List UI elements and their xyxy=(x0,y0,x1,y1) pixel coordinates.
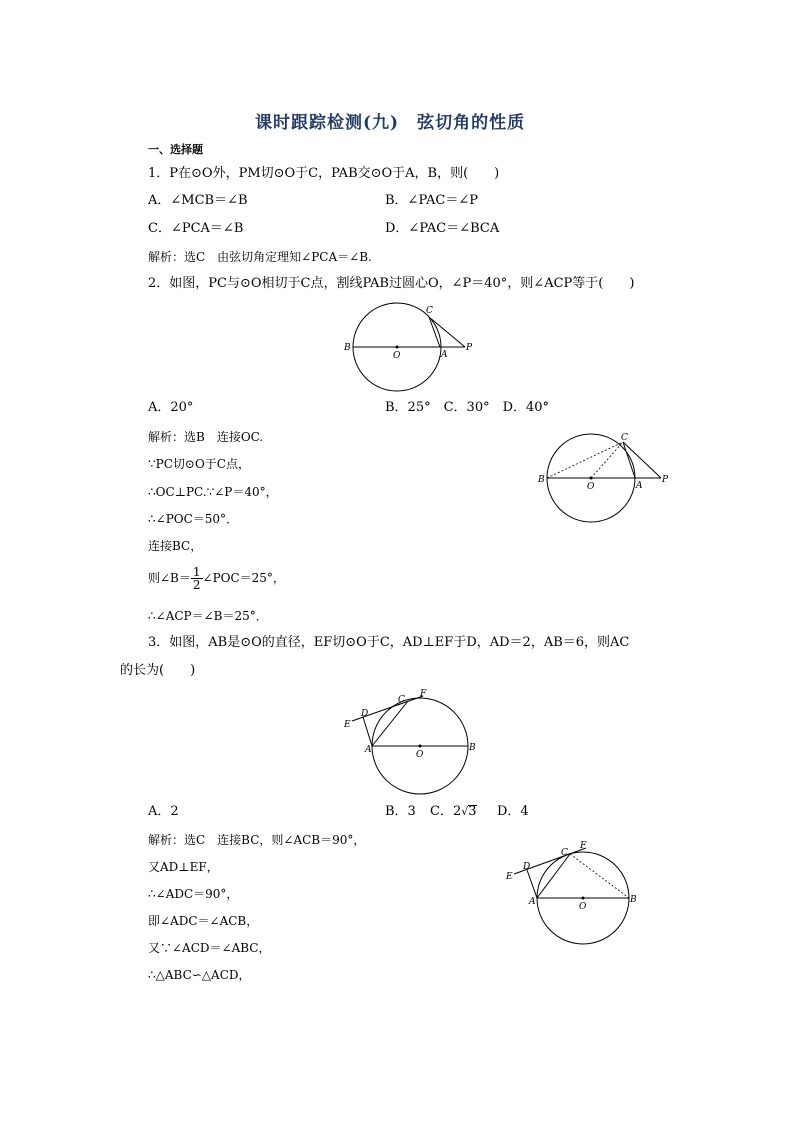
q2s-label-c: C xyxy=(621,433,628,443)
q2-label-a: A xyxy=(441,350,448,360)
q2-solution-2: ∵PC切⊙O于C点， xyxy=(148,457,250,471)
q3-solution-5: 又∵∠ACD＝∠ABC， xyxy=(148,941,271,955)
q2-solution-4: ∴∠POC＝50°． xyxy=(148,512,239,526)
q3-label-o: O xyxy=(416,750,424,760)
q2-solution-6-pre: 则∠B＝ xyxy=(148,571,191,585)
q3-option-a: A．2 xyxy=(148,804,179,819)
q2-solution-figure xyxy=(535,430,675,525)
q3s-label-b: B xyxy=(630,895,637,905)
q3-solution-1: 解析：选C 连接BC，则∠ACB＝90°， xyxy=(148,833,366,847)
q2s-label-o: O xyxy=(587,482,595,492)
q3-option-c-radicand: 3 xyxy=(468,804,477,819)
section-heading: 一、选择题 xyxy=(148,143,203,156)
q3-stem-line2: 的长为( ) xyxy=(120,663,196,678)
q2-option-a: A．20° xyxy=(148,400,194,415)
page-title: 课时跟踪检测(九) 弦切角的性质 xyxy=(255,113,526,133)
q3-option-d: D．4 xyxy=(497,804,529,819)
q3-figure xyxy=(340,686,480,796)
q1-option-d: D．∠PAC＝∠BCA xyxy=(385,221,500,236)
q3s-label-o: O xyxy=(579,902,587,912)
q2-solution-7: ∴∠ACP＝∠B＝25°． xyxy=(148,609,268,623)
q1-option-c: C．∠PCA＝∠B xyxy=(148,221,244,236)
q3-solution-3: ∴∠ADC＝90°， xyxy=(148,887,239,901)
q3-label-e: E xyxy=(344,720,351,730)
q2-solution-6-post: ∠POC＝25°， xyxy=(202,571,285,585)
q2s-label-a: A xyxy=(636,481,643,491)
q2-solution-6 xyxy=(148,566,285,591)
q3s-label-c: C xyxy=(561,848,568,858)
fraction-numerator: 1 xyxy=(192,565,201,579)
q1-option-b: B．∠PAC＝∠P xyxy=(385,193,478,208)
fraction-one-half xyxy=(191,566,203,591)
q2-solution-1: 解析：选B 连接OC. xyxy=(148,430,264,444)
q1-solution: 解析：选C 由弦切角定理知∠PCA＝∠B. xyxy=(148,250,372,264)
q3-label-d: D xyxy=(361,709,369,719)
q2-label-b: B xyxy=(344,343,351,353)
q3s-label-a: A xyxy=(529,897,536,907)
q2-figure xyxy=(340,300,480,392)
q1-stem: 1．P在⊙O外，PM切⊙O于C，PAB交⊙O于A，B，则( ) xyxy=(148,166,500,181)
q3-solution-figure xyxy=(500,838,645,946)
q3-stem-line1: 3．如图，AB是⊙O的直径，EF切⊙O于C，AD⊥EF于D，AD＝2，AB＝6，则AC xyxy=(148,635,630,650)
q3-solution-6: ∴△ABC∽△ACD， xyxy=(148,968,251,982)
fraction-denominator: 2 xyxy=(192,578,201,592)
q2-label-c: C xyxy=(426,306,433,316)
q3-option-b: B．3 xyxy=(385,804,416,819)
q3-label-c: C xyxy=(398,695,405,705)
q2-label-p: P xyxy=(466,343,473,353)
q3-label-b: B xyxy=(469,743,476,753)
q2-solution-5: 连接BC， xyxy=(148,539,203,553)
q2-label-o: O xyxy=(393,351,401,361)
q3s-label-f: F xyxy=(580,841,587,851)
q3-label-f: F xyxy=(420,689,427,699)
q3-option-c-pre: C．2 xyxy=(430,804,462,819)
q2s-label-b: B xyxy=(538,475,545,485)
q3-solution-4: 即∠ADC＝∠ACB， xyxy=(148,914,259,928)
q3-solution-2: 又AD⊥EF， xyxy=(148,860,219,874)
q3-option-c: C．2√3 xyxy=(430,804,477,819)
q2-options-bcd: B．25° C．30° D．40° xyxy=(385,400,550,415)
q2-solution-3: ∴OC⊥PC.∵∠P＝40°， xyxy=(148,485,278,499)
q3-label-a: A xyxy=(365,745,372,755)
q3s-label-e: E xyxy=(506,872,513,882)
q2s-label-p: P xyxy=(662,475,669,485)
q3s-label-d: D xyxy=(523,862,531,872)
q2-stem: 2．如图，PC与⊙O相切于C点，割线PAB过圆心O，∠P＝40°，则∠ACP等于( ) xyxy=(148,276,635,291)
q1-option-a: A．∠MCB＝∠B xyxy=(148,193,248,208)
